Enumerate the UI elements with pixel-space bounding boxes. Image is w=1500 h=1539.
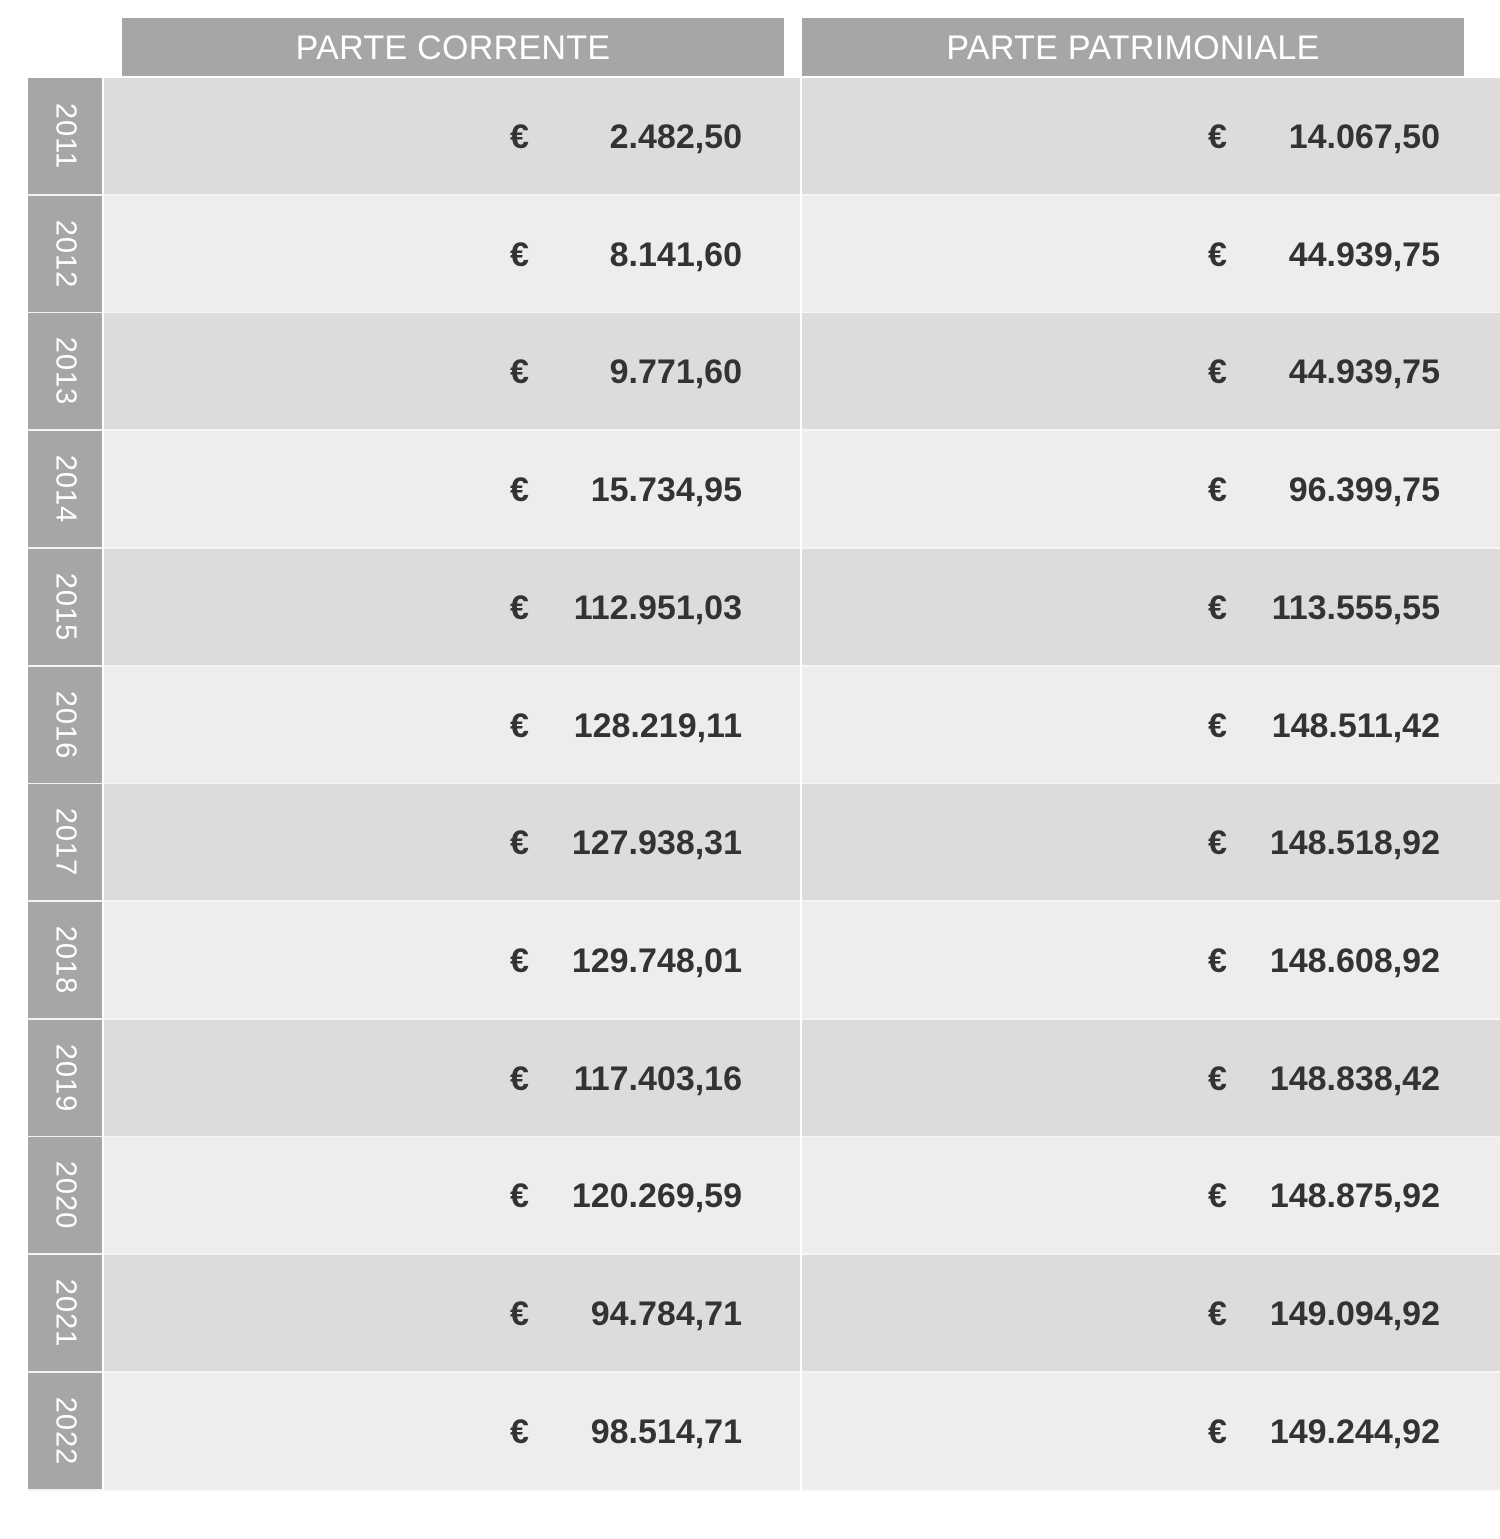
corrente-cell <box>104 196 800 314</box>
year-label-cell <box>28 313 102 431</box>
corrente-amount: 128.219,11 <box>573 707 742 745</box>
patrimoniale-cell <box>802 78 1500 196</box>
currency-symbol: € <box>510 353 529 391</box>
currency-symbol: € <box>510 824 529 862</box>
table-row <box>0 1373 1500 1491</box>
patrimoniale-cell <box>802 549 1500 667</box>
patrimoniale-amount: 44.939,75 <box>1288 353 1440 391</box>
table-row <box>0 667 1500 785</box>
currency-symbol: € <box>510 942 529 980</box>
currency-symbol: € <box>1208 118 1227 156</box>
currency-symbol: € <box>510 1060 529 1098</box>
year-label: 2011 <box>49 102 82 170</box>
year-label-cell <box>28 1373 102 1491</box>
table-row <box>0 1020 1500 1138</box>
table-row <box>0 313 1500 431</box>
year-label-cell <box>28 1020 102 1138</box>
currency-symbol: € <box>1208 1060 1227 1098</box>
year-label: 2012 <box>49 219 82 289</box>
currency-symbol: € <box>510 1177 529 1215</box>
table-row <box>0 1137 1500 1255</box>
currency-symbol: € <box>510 589 529 627</box>
patrimoniale-cell <box>802 313 1500 431</box>
currency-symbol: € <box>1208 589 1227 627</box>
corrente-cell <box>104 1255 800 1373</box>
currency-symbol: € <box>1208 1295 1227 1333</box>
year-label: 2014 <box>49 454 82 524</box>
corrente-cell <box>104 431 800 549</box>
corrente-amount: 8.141,60 <box>609 236 742 274</box>
corrente-amount: 94.784,71 <box>590 1295 742 1333</box>
corrente-cell <box>104 549 800 667</box>
year-label-cell <box>28 431 102 549</box>
patrimoniale-amount: 149.094,92 <box>1269 1295 1440 1333</box>
currency-symbol: € <box>1208 1177 1227 1215</box>
table-row <box>0 902 1500 1020</box>
patrimoniale-cell <box>802 784 1500 902</box>
currency-symbol: € <box>510 1295 529 1333</box>
currency-symbol: € <box>1208 824 1227 862</box>
corrente-amount: 15.734,95 <box>590 471 742 509</box>
table-row <box>0 1255 1500 1373</box>
corrente-amount: 117.403,16 <box>573 1060 742 1098</box>
table-row <box>0 784 1500 902</box>
table-row <box>0 549 1500 667</box>
patrimoniale-cell <box>802 902 1500 1020</box>
corrente-cell <box>104 784 800 902</box>
corrente-cell <box>104 1137 800 1255</box>
year-label: 2017 <box>49 807 82 877</box>
year-label: 2016 <box>49 690 82 760</box>
column-divider <box>800 76 802 1490</box>
year-label: 2021 <box>49 1278 82 1348</box>
currency-symbol: € <box>510 1413 529 1451</box>
patrimoniale-cell <box>802 1255 1500 1373</box>
year-label-cell <box>28 196 102 314</box>
patrimoniale-cell <box>802 1373 1500 1491</box>
currency-symbol: € <box>510 118 529 156</box>
corrente-cell <box>104 78 800 196</box>
year-label: 2013 <box>49 336 82 406</box>
currency-symbol: € <box>1208 1413 1227 1451</box>
corrente-cell <box>104 902 800 1020</box>
patrimoniale-amount: 148.875,92 <box>1269 1177 1440 1215</box>
year-label-cell <box>28 1137 102 1255</box>
corrente-amount: 9.771,60 <box>609 353 742 391</box>
currency-symbol: € <box>1208 471 1227 509</box>
table-row <box>0 431 1500 549</box>
year-label-cell <box>28 1255 102 1373</box>
year-label-cell <box>28 549 102 667</box>
header-parte-patrimoniale: PARTE PATRIMONIALE <box>802 18 1464 76</box>
year-label: 2022 <box>49 1396 82 1466</box>
patrimoniale-amount: 148.838,42 <box>1269 1060 1440 1098</box>
patrimoniale-amount: 96.399,75 <box>1288 471 1440 509</box>
corrente-cell <box>104 1373 800 1491</box>
currency-symbol: € <box>1208 236 1227 274</box>
corrente-cell <box>104 1020 800 1138</box>
patrimoniale-cell <box>802 667 1500 785</box>
year-label-cell <box>28 902 102 1020</box>
patrimoniale-cell <box>802 1137 1500 1255</box>
corrente-amount: 112.951,03 <box>573 589 742 627</box>
patrimoniale-amount: 148.518,92 <box>1269 824 1440 862</box>
currency-symbol: € <box>510 471 529 509</box>
year-label: 2020 <box>49 1160 82 1230</box>
year-label: 2019 <box>49 1043 82 1113</box>
corrente-amount: 98.514,71 <box>590 1413 742 1451</box>
table-row <box>0 196 1500 314</box>
corrente-amount: 120.269,59 <box>571 1177 742 1215</box>
header-parte-corrente: PARTE CORRENTE <box>122 18 784 76</box>
year-label: 2015 <box>49 572 82 642</box>
patrimoniale-amount: 148.608,92 <box>1269 942 1440 980</box>
patrimoniale-amount: 149.244,92 <box>1269 1413 1440 1451</box>
patrimoniale-cell <box>802 1020 1500 1138</box>
currency-symbol: € <box>1208 707 1227 745</box>
year-label: 2018 <box>49 925 82 995</box>
patrimoniale-cell <box>802 196 1500 314</box>
corrente-amount: 129.748,01 <box>571 942 742 980</box>
patrimoniale-amount: 14.067,50 <box>1288 118 1440 156</box>
year-label-cell <box>28 667 102 785</box>
currency-symbol: € <box>510 236 529 274</box>
patrimoniale-amount: 113.555,55 <box>1271 589 1440 627</box>
patrimoniale-cell <box>802 431 1500 549</box>
patrimoniale-amount: 44.939,75 <box>1288 236 1440 274</box>
year-label-cell <box>28 78 102 196</box>
table-row <box>0 78 1500 196</box>
corrente-amount: 127.938,31 <box>571 824 742 862</box>
currency-symbol: € <box>1208 353 1227 391</box>
currency-symbol: € <box>1208 942 1227 980</box>
year-label-cell <box>28 784 102 902</box>
corrente-amount: 2.482,50 <box>609 118 742 156</box>
patrimoniale-amount: 148.511,42 <box>1271 707 1440 745</box>
currency-symbol: € <box>510 707 529 745</box>
corrente-cell <box>104 313 800 431</box>
corrente-cell <box>104 667 800 785</box>
